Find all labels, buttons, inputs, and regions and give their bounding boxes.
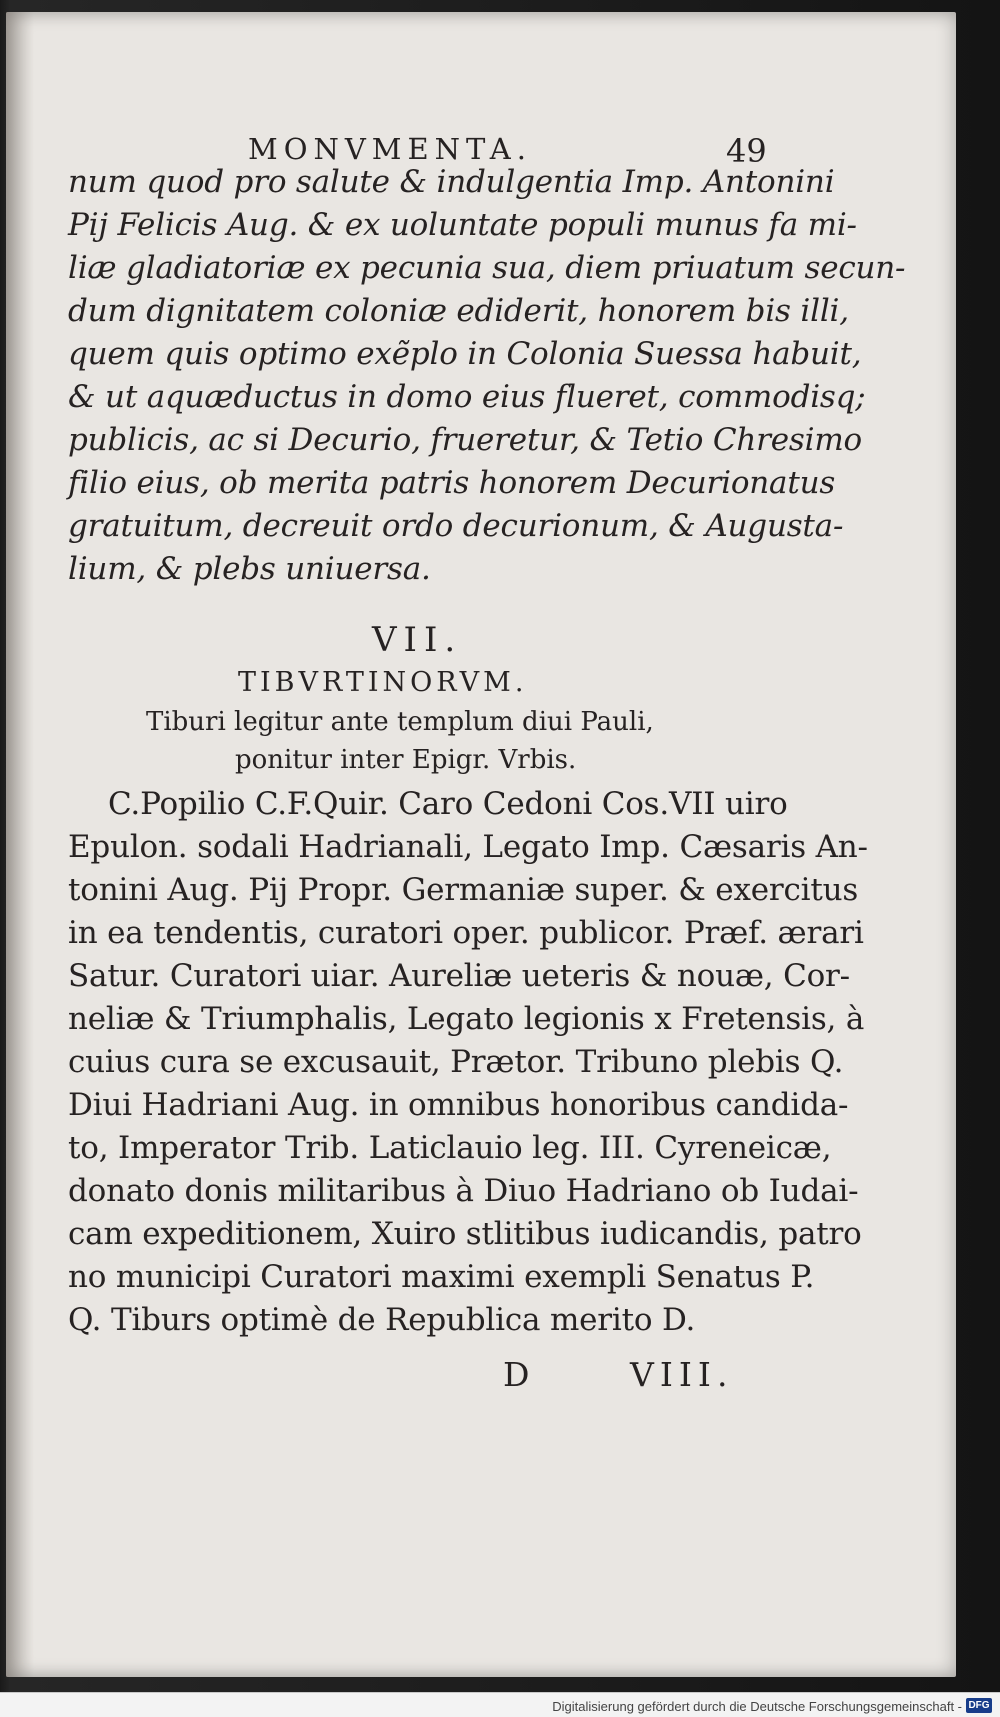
digitization-notice: Digitalisierung gefördert durch die Deutsche Forschungsgemeinschaft - — [552, 1699, 962, 1714]
inscription-line: to, Imperator Trib. Laticlauio leg. III. Cyreneicæ, — [68, 1130, 832, 1166]
text-line: liæ gladiatoriæ ex pecunia sua, diem priuatum secun- — [68, 250, 906, 286]
inscription-line: neliæ & Triumphalis, Legato legionis x Fretensis, à — [68, 1001, 865, 1037]
page-number: 49 — [726, 132, 767, 170]
digitization-footer — [0, 1692, 1000, 1717]
text-line: lium, & plebs uniuersa. — [68, 551, 431, 587]
inscription-line: Q. Tiburs optimè de Republica merito D. — [68, 1302, 696, 1338]
inscription-line: donato donis militaribus à Diuo Hadriano ob Iudai- — [68, 1173, 859, 1209]
running-head: MONVMENTA. — [248, 132, 532, 166]
inscription-line: no municipi Curatori maximi exempli Senatus P. — [68, 1259, 815, 1295]
inscription-line: Epulon. sodali Hadrianali, Legato Imp. Cæsaris An- — [68, 829, 868, 865]
text-line: Pij Felicis Aug. & ex uoluntate populi munus fa mi- — [68, 207, 857, 243]
source-line: ponitur inter Epigr. Vrbis. — [235, 745, 577, 775]
text-line: dum dignitatem coloniæ ediderit, honorem bis illi, — [68, 293, 849, 329]
text-line: num quod pro salute & indulgentia Imp. Antonini — [68, 164, 835, 200]
text-line: publicis, ac si Decurio, frueretur, & Tetio Chresimo — [68, 422, 862, 458]
inscription-line: tonini Aug. Pij Propr. Germaniæ super. & exercitus — [68, 872, 859, 908]
text-line: filio eius, ob merita patris honorem Decurionatus — [68, 465, 836, 501]
catchword-left: D — [503, 1355, 533, 1394]
section-title: TIBVRTINORVM. — [238, 667, 528, 698]
catchword-right: VIII. — [630, 1355, 734, 1394]
text-line: quem quis optimo exẽplo in Colonia Suessa habuit, — [68, 336, 862, 372]
inscription-line: C.Popilio C.F.Quir. Caro Cedoni Cos.VII uiro — [108, 786, 788, 822]
section-numeral: VII. — [372, 620, 463, 660]
inscription-line: cam expeditionem, Xuiro stlitibus iudicandis, patro — [68, 1216, 862, 1252]
text-line: gratuitum, decreuit ordo decurionum, & Augusta- — [68, 508, 844, 544]
inscription-line: Satur. Curatori uiar. Aureliæ ueteris & nouæ, Cor- — [68, 958, 850, 994]
inscription-line: cuius cura se excusauit, Prætor. Tribuno plebis Q. — [68, 1044, 844, 1080]
dfg-logo: DFG — [966, 1698, 992, 1713]
inscription-line: Diui Hadriani Aug. in omnibus honoribus candida- — [68, 1087, 849, 1123]
inscription-line: in ea tendentis, curatori oper. publicor. Præf. ærari — [68, 915, 864, 951]
source-line: Tiburi legitur ante templum diui Pauli, — [146, 707, 654, 737]
book-page — [6, 12, 956, 1677]
text-line: & ut aquæductus in domo eius flueret, commodisq; — [68, 379, 866, 415]
